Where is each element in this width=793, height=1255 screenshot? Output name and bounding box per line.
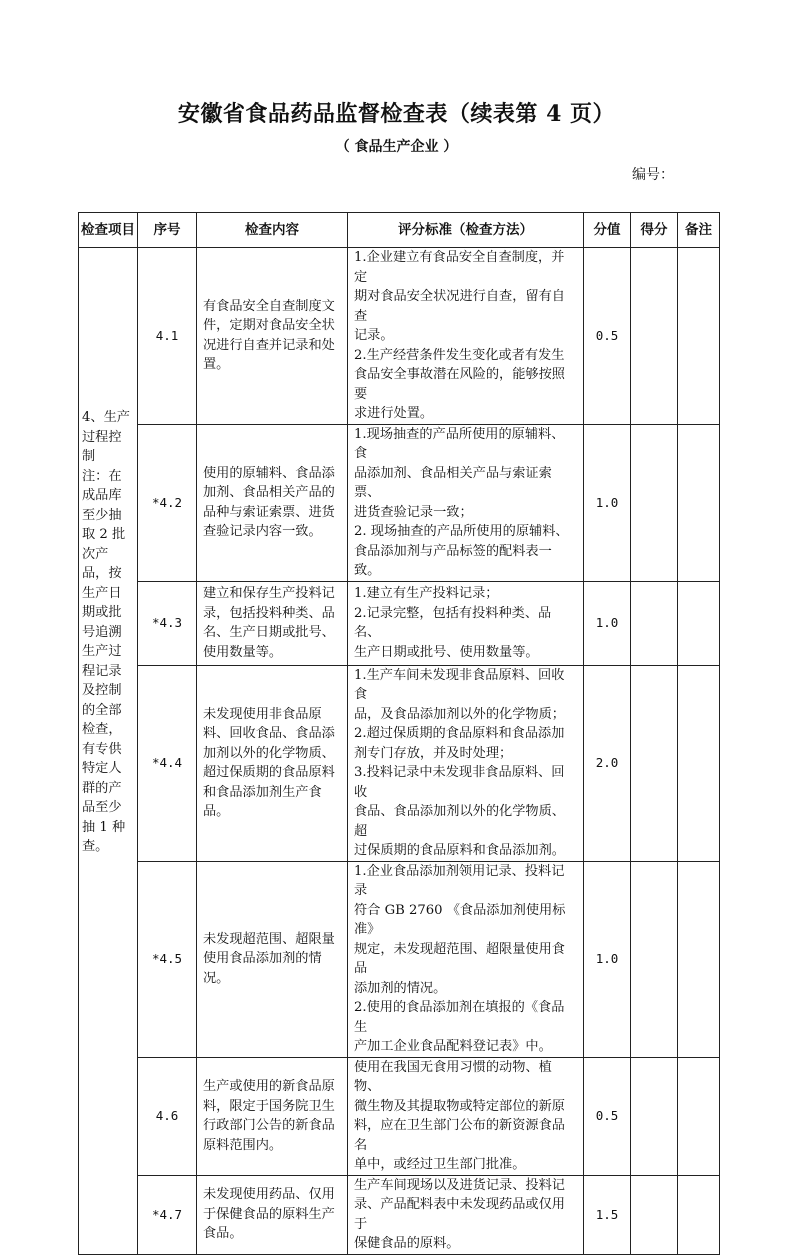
row-score: 1.0 xyxy=(584,861,631,1057)
row-note-field[interactable] xyxy=(678,1175,720,1254)
row-content: 未发现使用药品、仅用 于保健食品的原料生产 食品。 xyxy=(197,1175,348,1254)
row-note-field[interactable] xyxy=(678,861,720,1057)
table-row xyxy=(79,861,720,1057)
header-got: 得分 xyxy=(631,213,678,248)
row-number: 4.1 xyxy=(138,248,197,425)
row-got-score-field[interactable] xyxy=(631,424,678,581)
page-title: 安徽省食品药品监督检查表（续表第 4 页） xyxy=(177,101,616,127)
table-row xyxy=(79,1057,720,1175)
row-number: 4.6 xyxy=(138,1057,197,1175)
row-criteria: 1.建立有生产投料记录； 2.记录完整，包括有投料种类、品名、 生产日期或批号、使用数量等。 xyxy=(348,581,584,665)
code-label: 编号： xyxy=(632,167,674,183)
row-content: 建立和保存生产投料记 录，包括投料种类、品 名、生产日期或批号、 使用数量等。 xyxy=(197,581,348,665)
row-score: 0.5 xyxy=(584,1057,631,1175)
row-score: 1.5 xyxy=(584,1175,631,1254)
row-number: *4.7 xyxy=(138,1175,197,1254)
row-note-field[interactable] xyxy=(678,665,720,861)
table-row xyxy=(79,665,720,861)
row-score: 1.0 xyxy=(584,424,631,581)
header-criteria: 评分标准（检查方法） xyxy=(348,213,584,248)
row-content: 有食品安全自查制度文 件，定期对食品安全状 况进行自查并记录和处 置。 xyxy=(197,248,348,425)
category-cell: 4、生产 过程控 制 注：在 成品库 至少抽 取 2 批 次产 品，按 生产日 期或批 号追溯 生产过 程记录 及控制 的全部 检查， 有专供 特定人 群的产 品至少 抽 1 种 查。 xyxy=(79,248,138,1255)
row-got-score-field[interactable] xyxy=(631,665,678,861)
row-content: 使用的原辅料、食品添 加剂、食品相关产品的 品种与索证索票、进货 查验记录内容一致。 xyxy=(197,424,348,581)
row-number: *4.4 xyxy=(138,665,197,861)
row-criteria: 生产车间现场以及进货记录、投料记 录、产品配料表中未发现药品或仅用于 保健食品的原料。 xyxy=(348,1175,584,1254)
header-score: 分值 xyxy=(584,213,631,248)
row-score: 0.5 xyxy=(584,248,631,425)
header-category: 检查项目 xyxy=(79,213,138,248)
row-got-score-field[interactable] xyxy=(631,1175,678,1254)
page-subtitle: （ 食品生产企业 ） xyxy=(335,139,458,155)
row-score: 2.0 xyxy=(584,665,631,861)
row-note-field[interactable] xyxy=(678,248,720,425)
row-criteria: 使用在我国无食用习惯的动物、植物、 微生物及其提取物或特定部位的新原 料，应在卫生部门公布的新资源食品名 单中，或经过卫生部门批准。 xyxy=(348,1057,584,1175)
table-row xyxy=(79,248,720,425)
inspection-table xyxy=(78,212,720,1255)
row-content: 生产或使用的新食品原 料，限定于国务院卫生 行政部门公告的新食品 原料范围内。 xyxy=(197,1057,348,1175)
row-note-field[interactable] xyxy=(678,1057,720,1175)
row-note-field[interactable] xyxy=(678,424,720,581)
header-content: 检查内容 xyxy=(197,213,348,248)
row-note-field[interactable] xyxy=(678,581,720,665)
table-row xyxy=(79,424,720,581)
row-got-score-field[interactable] xyxy=(631,581,678,665)
row-content: 未发现超范围、超限量 使用食品添加剂的情 况。 xyxy=(197,861,348,1057)
row-criteria: 1.企业食品添加剂领用记录、投料记录 符合 GB 2760 《食品添加剂使用标准》 规定，未发现超范围、超限量使用食品 添加剂的情况。 2.使用的食品添加剂在填报的《食品生 产加工企业食品配料登记表》中。 xyxy=(348,861,584,1057)
table-header-row xyxy=(79,213,720,248)
row-criteria: 1.现场抽查的产品所使用的原辅料、食 品添加剂、食品相关产品与索证索票、 进货查验记录一致； 2. 现场抽查的产品所使用的原辅料、 食品添加剂与产品标签的配料表一致。 xyxy=(348,424,584,581)
row-got-score-field[interactable] xyxy=(631,248,678,425)
header-number: 序号 xyxy=(138,213,197,248)
row-number: *4.5 xyxy=(138,861,197,1057)
table-row xyxy=(79,581,720,665)
row-criteria: 1.生产车间未发现非食品原料、回收食 品，及食品添加剂以外的化学物质； 2.超过保质期的食品原料和食品添加 剂专门存放，并及时处理； 3.投料记录中未发现非食品原料、回收 食品、食品添加剂以外的化学物质、超 过保质期的食品原料和食品添加剂。 xyxy=(348,665,584,861)
header-note: 备注 xyxy=(678,213,720,248)
row-number: *4.3 xyxy=(138,581,197,665)
row-criteria: 1.企业建立有食品安全自查制度，并定 期对食品安全状况进行自查，留有自查 记录。 2.生产经营条件发生变化或者有发生 食品安全事故潜在风险的，能够按照要 求进行处置。 xyxy=(348,248,584,425)
row-content: 未发现使用非食品原 料、回收食品、食品添 加剂以外的化学物质、 超过保质期的食品原料 和食品添加剂生产食 品。 xyxy=(197,665,348,861)
table-row xyxy=(79,1175,720,1254)
row-number: *4.2 xyxy=(138,424,197,581)
row-got-score-field[interactable] xyxy=(631,1057,678,1175)
row-got-score-field[interactable] xyxy=(631,861,678,1057)
row-score: 1.0 xyxy=(584,581,631,665)
